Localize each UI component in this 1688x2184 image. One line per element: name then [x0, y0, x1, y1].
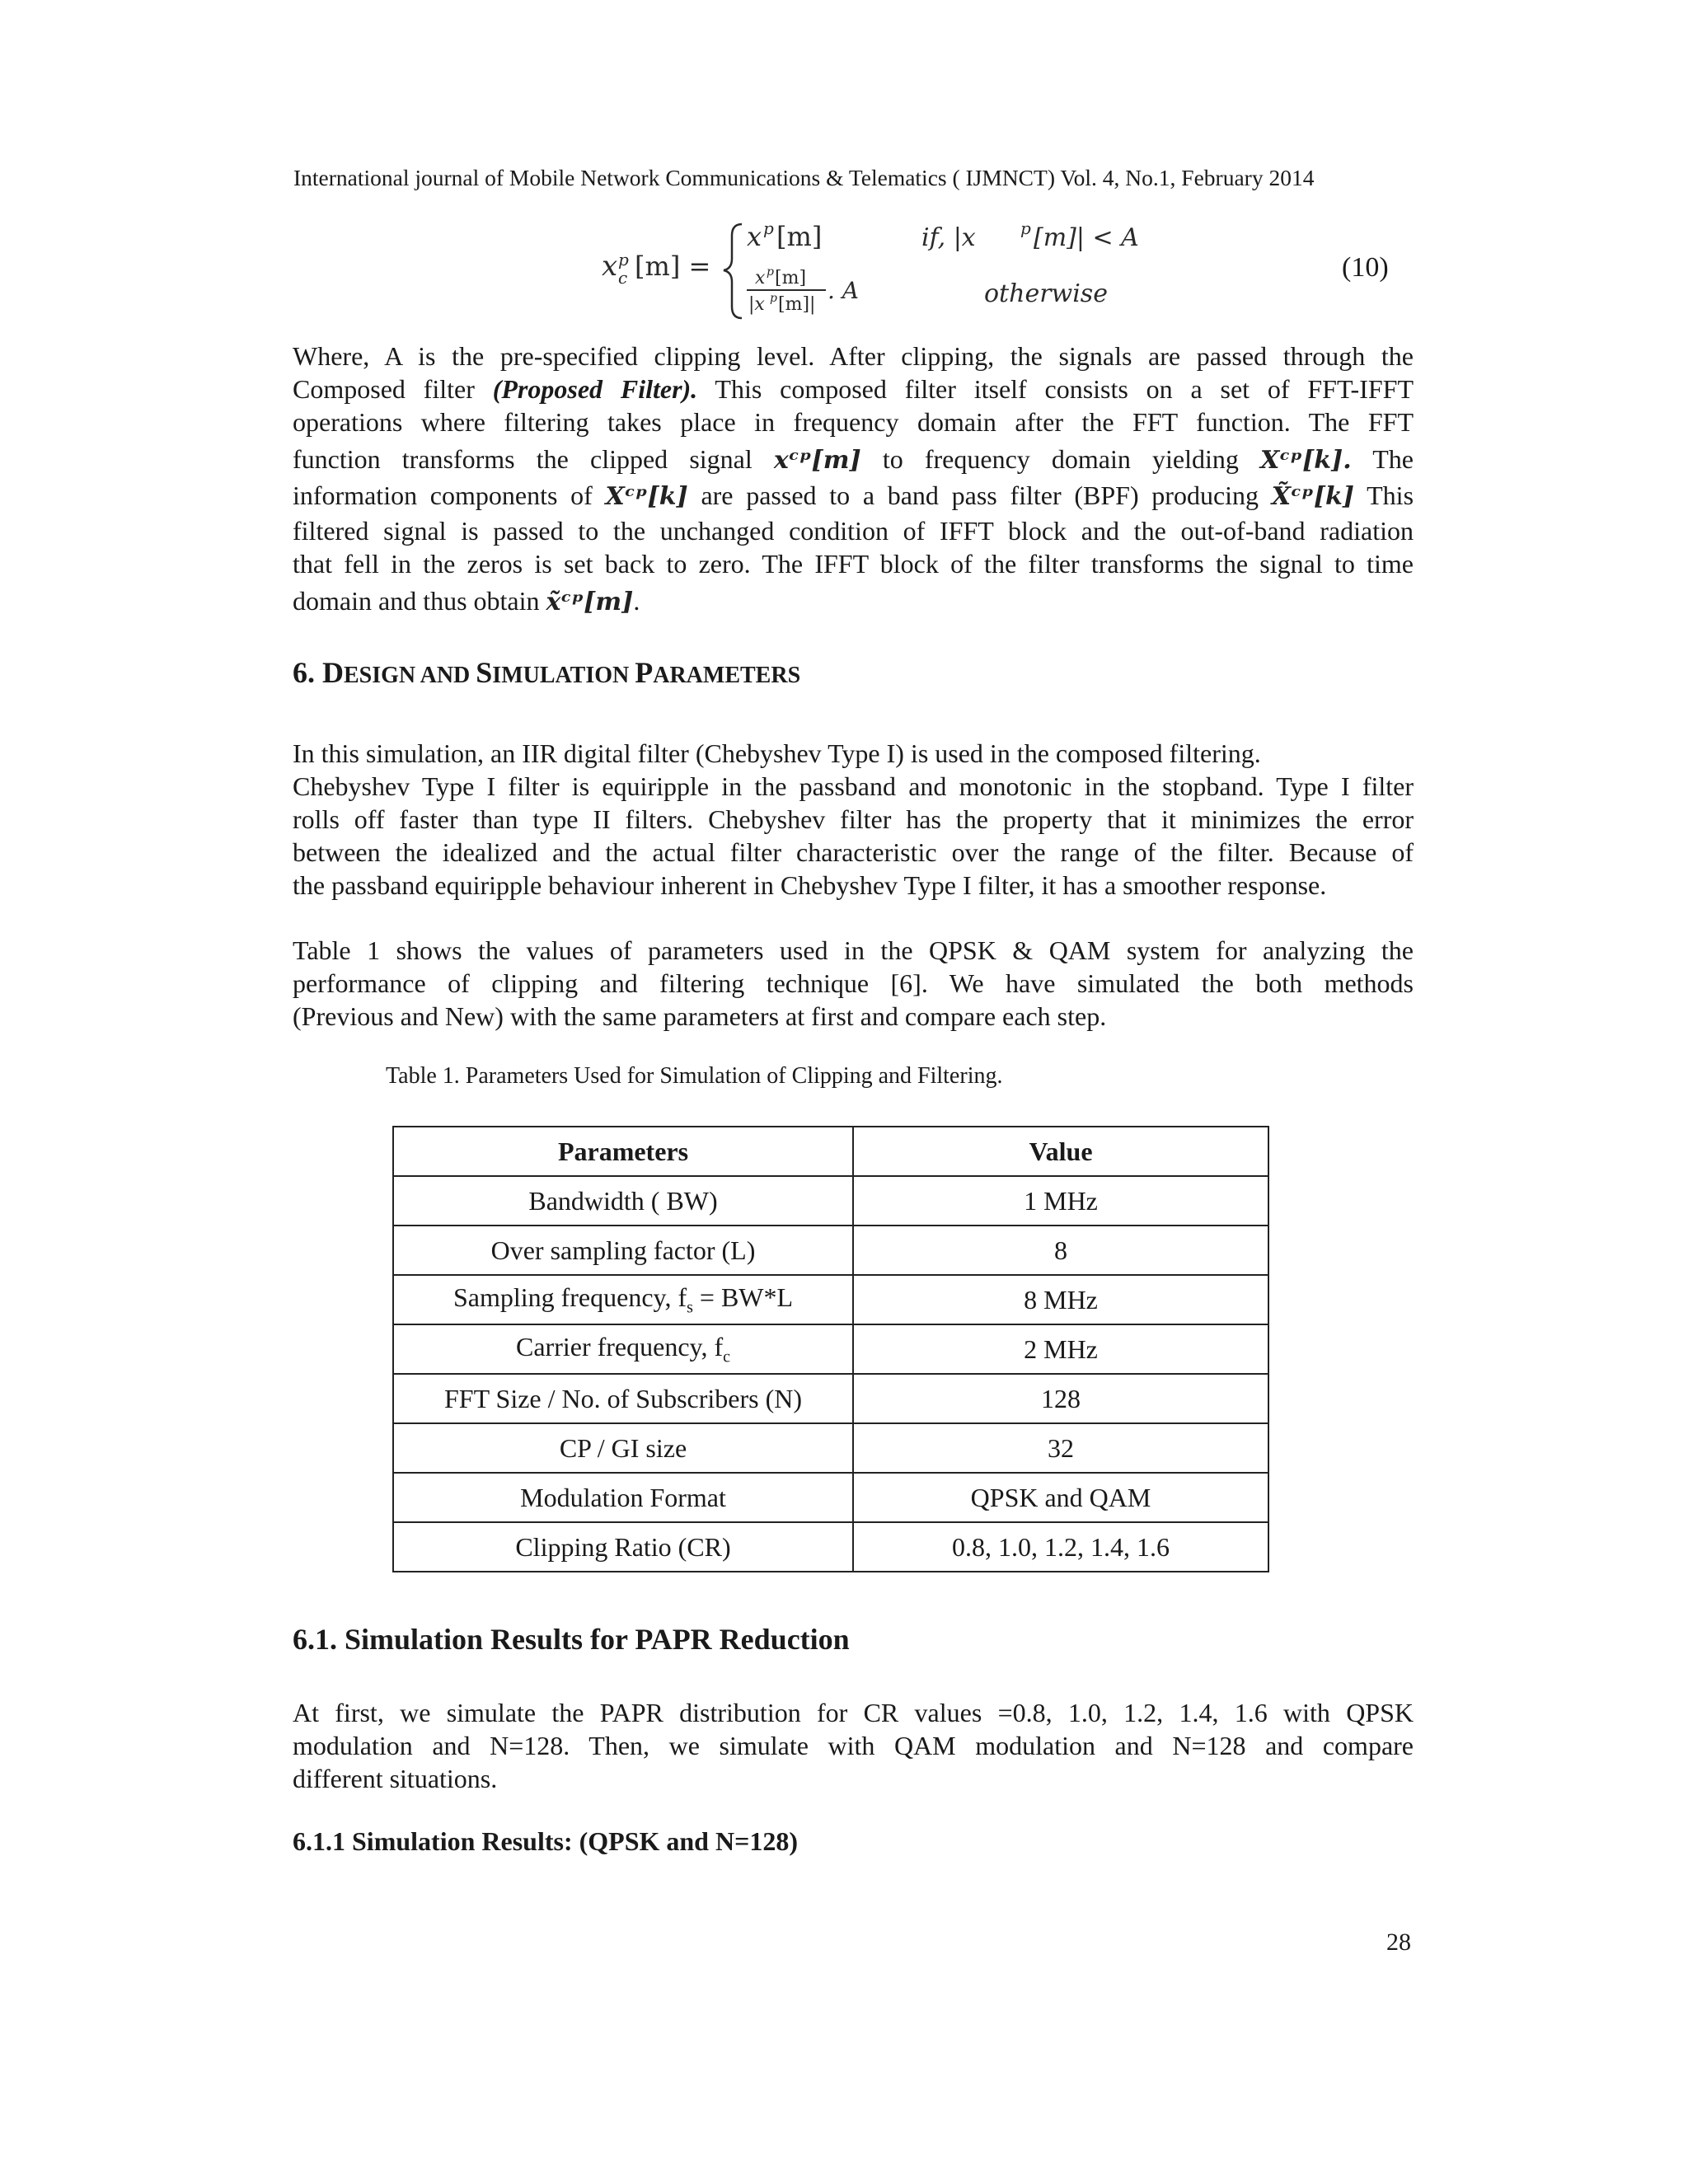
value-cell: QPSK and QAM [853, 1473, 1268, 1522]
param-cell: Clipping Ratio (CR) [393, 1522, 853, 1572]
equation-number: (10) [1342, 252, 1389, 283]
table-header-row [393, 1127, 1268, 1176]
value-cell: 2 MHz [853, 1324, 1268, 1374]
eq-case2-den: |x [748, 294, 765, 315]
value-cell: 32 [853, 1423, 1268, 1473]
paragraph-table-intro [293, 934, 1414, 1033]
text-line: between the idealized and the actual filter characteristic over the range of the filter. Because of [293, 837, 1414, 867]
symbol-filtered-freq-signal: X̃ᶜᵖ[k] [1271, 482, 1354, 511]
param-cell: Over sampling factor (L) [393, 1226, 853, 1275]
eq-case2-num-sup: p [767, 265, 774, 279]
equation-graphic [602, 216, 1179, 323]
column-header-parameters: Parameters [393, 1127, 853, 1176]
table-row [393, 1275, 1268, 1324]
text-line: modulation and N=128. Then, we simulate with QAM modulation and N=128 and compare [293, 1731, 1414, 1760]
eq-lhs-sup: p [618, 250, 629, 269]
text-line: performance of clipping and filtering technique [6]. We have simulated the both methods [293, 968, 1414, 998]
emphasis-proposed-filter: (Proposed Filter). [492, 374, 698, 404]
symbol-freq-signal: Xᶜᵖ[k]. [1260, 446, 1352, 475]
table-row [393, 1423, 1268, 1473]
eq-case2-num-arg: [m] [775, 268, 807, 288]
text-line: function transforms the clipped signal xᶜᵖ[m] to frequency domain yielding Xᶜᵖ[k]. The [293, 444, 1414, 475]
text-line: domain and thus obtain x̃ᶜᵖ[m]. [293, 586, 640, 616]
clipping-equation [602, 216, 1179, 323]
text-line: rolls off faster than type II filters. Chebyshev filter has the property that it minimizes the error [293, 804, 1414, 834]
eq-case1-expr: x [747, 221, 762, 252]
parameters-table [392, 1126, 1269, 1572]
value-cell: 8 MHz [853, 1275, 1268, 1324]
param-cell: Sampling frequency, $f_s = BW*L$ [393, 1275, 853, 1324]
text-line: filtered signal is passed to the unchanged condition of IFFT block and the out-of-band radiation [293, 516, 1414, 546]
eq-lhs: x [602, 250, 618, 283]
table-row [393, 1522, 1268, 1572]
value-cell: 1 MHz [853, 1176, 1268, 1226]
eq-case2-mult: . A [828, 277, 860, 304]
eq-case2-den-end: [m]| [778, 294, 816, 315]
table-row [393, 1226, 1268, 1275]
value-cell: 8 [853, 1226, 1268, 1275]
table-row [393, 1374, 1268, 1423]
param-cell: FFT Size / No. of Subscribers (N) [393, 1374, 853, 1423]
text-line: Table 1 shows the values of parameters used in the QPSK & QAM system for analyzing the [293, 935, 1414, 965]
paragraph-chebyshev [293, 737, 1414, 902]
text-line: (Previous and New) with the same parameters at first and compare each step. [293, 1001, 1107, 1031]
eq-case1-cond-sup: p [1020, 218, 1031, 238]
eq-lhs-sub: c [618, 268, 628, 288]
text-line: information components of Xᶜᵖ[k] are passed to a band pass filter (BPF) producing X̃ᶜᵖ[k] This [293, 480, 1414, 511]
table-row [393, 1324, 1268, 1374]
param-cell: Bandwidth ( BW) [393, 1176, 853, 1226]
param-cell: CP / GI size [393, 1423, 853, 1473]
eq-case1-sup: p [763, 218, 774, 238]
text-line: In this simulation, an IIR digital filter (Chebyshev Type I) is used in the composed filtering. [293, 738, 1261, 768]
subsubsection-heading-6-1-1: 6.1.1 Simulation Results: (QPSK and N=128) [293, 1826, 798, 1856]
param-cell: Carrier frequency, $f_c$ [393, 1324, 853, 1374]
text-line: that fell in the zeros is set back to zero. The IFFT block of the filter transforms the signal to time [293, 549, 1414, 579]
value-cell: 128 [853, 1374, 1268, 1423]
text-line: Where, A is the pre-specified clipping level. After clipping, the signals are passed through the [293, 341, 1414, 371]
section-heading-6: 6. DESIGN AND SIMULATION PARAMETERS [293, 656, 801, 689]
paragraph-papr-intro [293, 1696, 1414, 1795]
eq-case1-cond-end: [m]| < A [1034, 223, 1139, 252]
running-header: International journal of Mobile Network Communications & Telematics ( IJMNCT) Vol. 4, No.1, February 2014 [293, 165, 1315, 190]
column-header-value: Value [853, 1127, 1268, 1176]
eq-case2-den-sup: p [770, 292, 777, 305]
text-line: At first, we simulate the PAPR distribution for CR values =0.8, 1.0, 1.2, 1.4, 1.6 with QPSK [293, 1698, 1414, 1727]
paragraph-clipping-description [293, 340, 1414, 616]
text-line: different situations. [293, 1764, 498, 1793]
symbol-filtered-signal: x̃ᶜᵖ[m] [546, 588, 634, 616]
eq-lhs-arg: [m] = [635, 251, 711, 282]
eq-case2-cond: otherwise [984, 279, 1108, 308]
table-caption: Table 1. Parameters Used for Simulation of Clipping and Filtering. [386, 1063, 1003, 1089]
text-line: the passband equiripple behaviour inherent in Chebyshev Type I filter, it has a smoother response. [293, 870, 1327, 900]
eq-case1-cond: if, |x [921, 223, 976, 252]
param-cell: Modulation Format [393, 1473, 853, 1522]
table-row [393, 1176, 1268, 1226]
text-line: Chebyshev Type I filter is equiripple in the passband and monotonic in the stopband. Type I filter [293, 771, 1414, 801]
text-line: Composed filter (Proposed Filter). This composed filter itself consists on a set of FFT-IFFT [293, 374, 1414, 404]
subsection-heading-6-1: 6.1. Simulation Results for PAPR Reduction [293, 1623, 850, 1656]
eq-case1-arg: [m] [776, 221, 823, 252]
eq-brace [724, 224, 742, 318]
eq-case2-num: x [755, 268, 766, 288]
symbol-freq-signal: Xᶜᵖ[k] [605, 482, 688, 511]
text-line: operations where filtering takes place in frequency domain after the FFT function. The FFT [293, 407, 1414, 437]
value-cell: 0.8, 1.0, 1.2, 1.4, 1.6 [853, 1522, 1268, 1572]
table-row [393, 1473, 1268, 1522]
symbol-clipped-signal: xᶜᵖ[m] [773, 446, 861, 475]
page-number: 28 [1386, 1929, 1411, 1956]
